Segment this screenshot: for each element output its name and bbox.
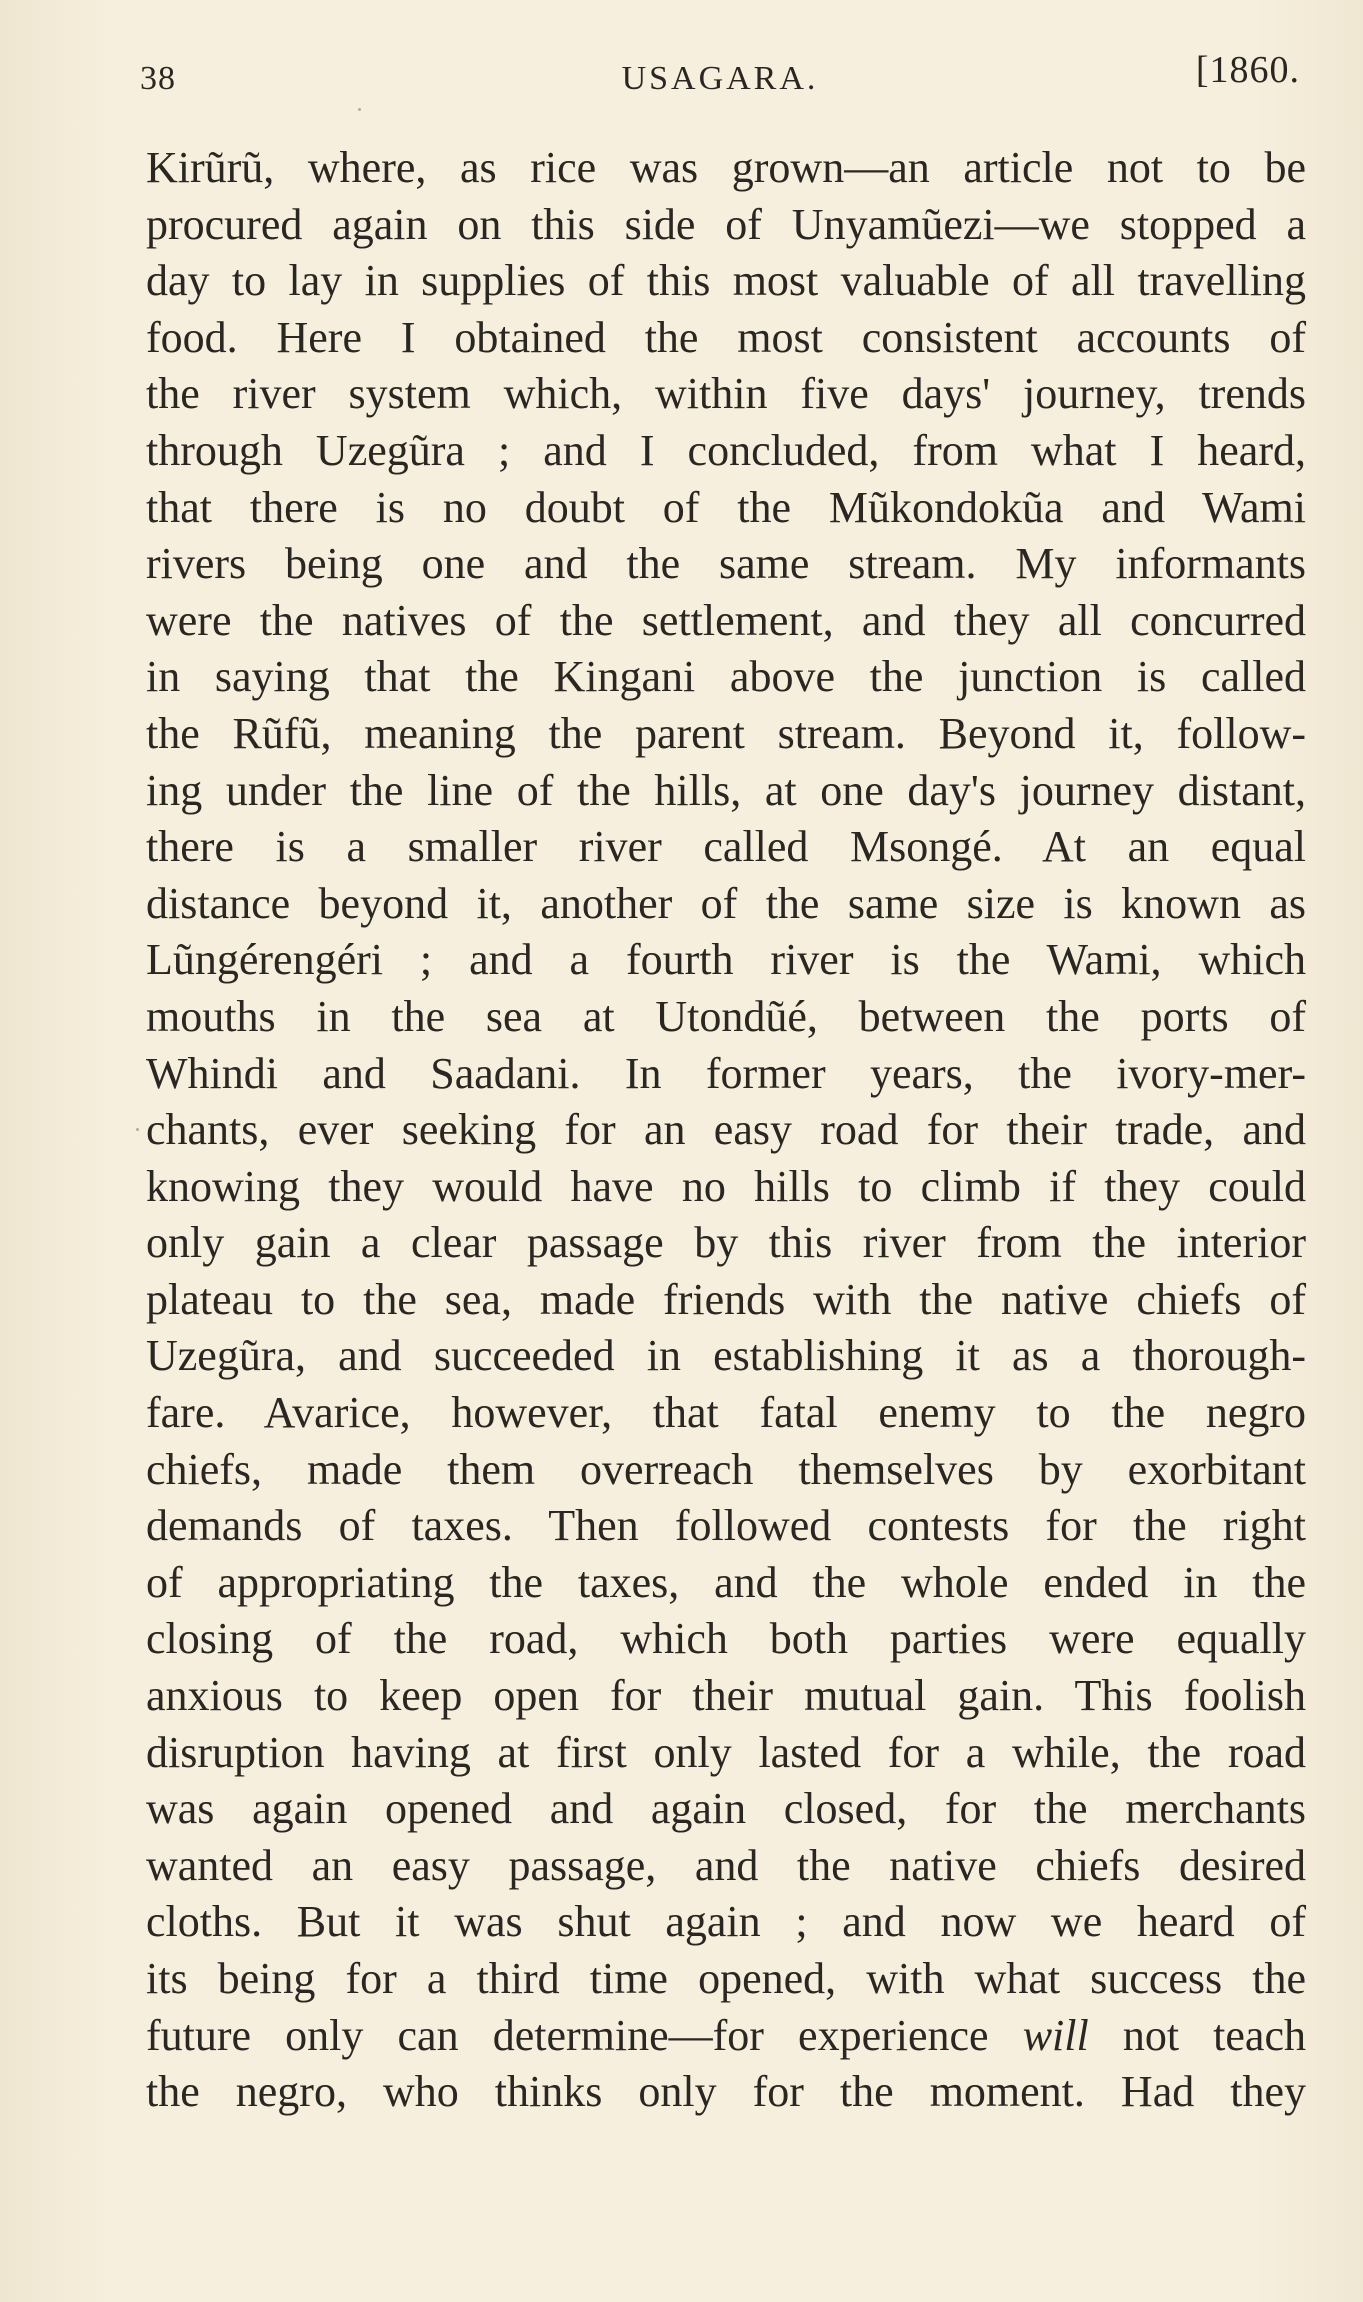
text-segment: future only can determine—for experience [146, 2010, 1023, 2060]
body-text [146, 140, 1306, 2121]
text-line: the negro, who thinks only for the moment. Had they [146, 2067, 1306, 2117]
year-marker: [1860. [1195, 49, 1300, 91]
text-line: chiefs, made them overreach themselves by exorbitant [146, 1444, 1306, 1494]
text-line: mouths in the sea at Utondũé, between the ports of [146, 991, 1306, 1041]
text-line: its being for a third time opened, with what success the [146, 1954, 1306, 2003]
text-line: there is a smaller river called Msongé. At an equal [146, 822, 1306, 872]
text-line: only gain a clear passage by this river from the interior [146, 1218, 1306, 1268]
text-line: cloths. But it was shut again ; and now we heard of [146, 1897, 1306, 1947]
text-line: Uzegũra, and succeeded in establishing it as a thorough- [146, 1331, 1306, 1381]
text-line: disruption having at first only lasted for a while, the road [146, 1727, 1306, 1777]
italic-emphasis: will [1022, 2010, 1089, 2060]
text-line: Kirũrũ, where, as rice was grown—an article not to be [146, 143, 1306, 192]
text-line: closing of the road, which both parties were equally [146, 1614, 1306, 1664]
text-line: procured again on this side of Unyamũezi—we stopped a [146, 199, 1306, 249]
text-line: anxious to keep open for their mutual gain. This foolish [146, 1671, 1306, 1721]
text-line: food. Here I obtained the most consistent accounts of [146, 312, 1306, 362]
text-segment: not teach [1088, 2010, 1306, 2060]
text-line: knowing they would have no hills to climb if they could [146, 1161, 1306, 1211]
text-line: distance beyond it, another of the same size is known as [146, 878, 1306, 928]
text-line: was again opened and again closed, for the merchants [146, 1784, 1306, 1834]
text-line: rivers being one and the same stream. My informants [146, 539, 1306, 589]
text-line: that there is no doubt of the Mũkondokũa and Wami [146, 482, 1306, 532]
text-line: Whindi and Saadani. In former years, the ivory-mer- [146, 1048, 1306, 1098]
text-line: ing under the line of the hills, at one day's journey distant, [146, 765, 1306, 815]
text-line: demands of taxes. Then followed contests for the right [146, 1501, 1306, 1551]
text-line: were the natives of the settlement, and they all concurred [146, 595, 1306, 645]
paper-speck [358, 108, 361, 111]
text-line: the Rũfũ, meaning the parent stream. Beyond it, follow- [146, 708, 1306, 758]
text-line: through Uzegũra ; and I concluded, from what I heard, [146, 425, 1306, 475]
text-line: in saying that the Kingani above the junction is called [146, 652, 1306, 702]
paper-speck [136, 1128, 139, 1131]
text-line: day to lay in supplies of this most valuable of all travelling [146, 256, 1306, 306]
page-header [140, 48, 1300, 108]
text-line: plateau to the sea, made friends with the native chiefs of [146, 1274, 1306, 1324]
text-line: wanted an easy passage, and the native chiefs desired [146, 1840, 1306, 1890]
running-title: USAGARA. [621, 60, 819, 97]
text-line: the river system which, within five days' journey, trends [146, 369, 1306, 419]
text-line: Lũngérengéri ; and a fourth river is the Wami, which [146, 935, 1306, 985]
page-number: 38 [140, 60, 176, 97]
text-line-with-italic [146, 2008, 1306, 2065]
text-line: chants, ever seeking for an easy road for their trade, and [146, 1105, 1306, 1155]
text-line: of appropriating the taxes, and the whole ended in the [146, 1557, 1306, 1607]
text-line: fare. Avarice, however, that fatal enemy to the negro [146, 1388, 1306, 1438]
